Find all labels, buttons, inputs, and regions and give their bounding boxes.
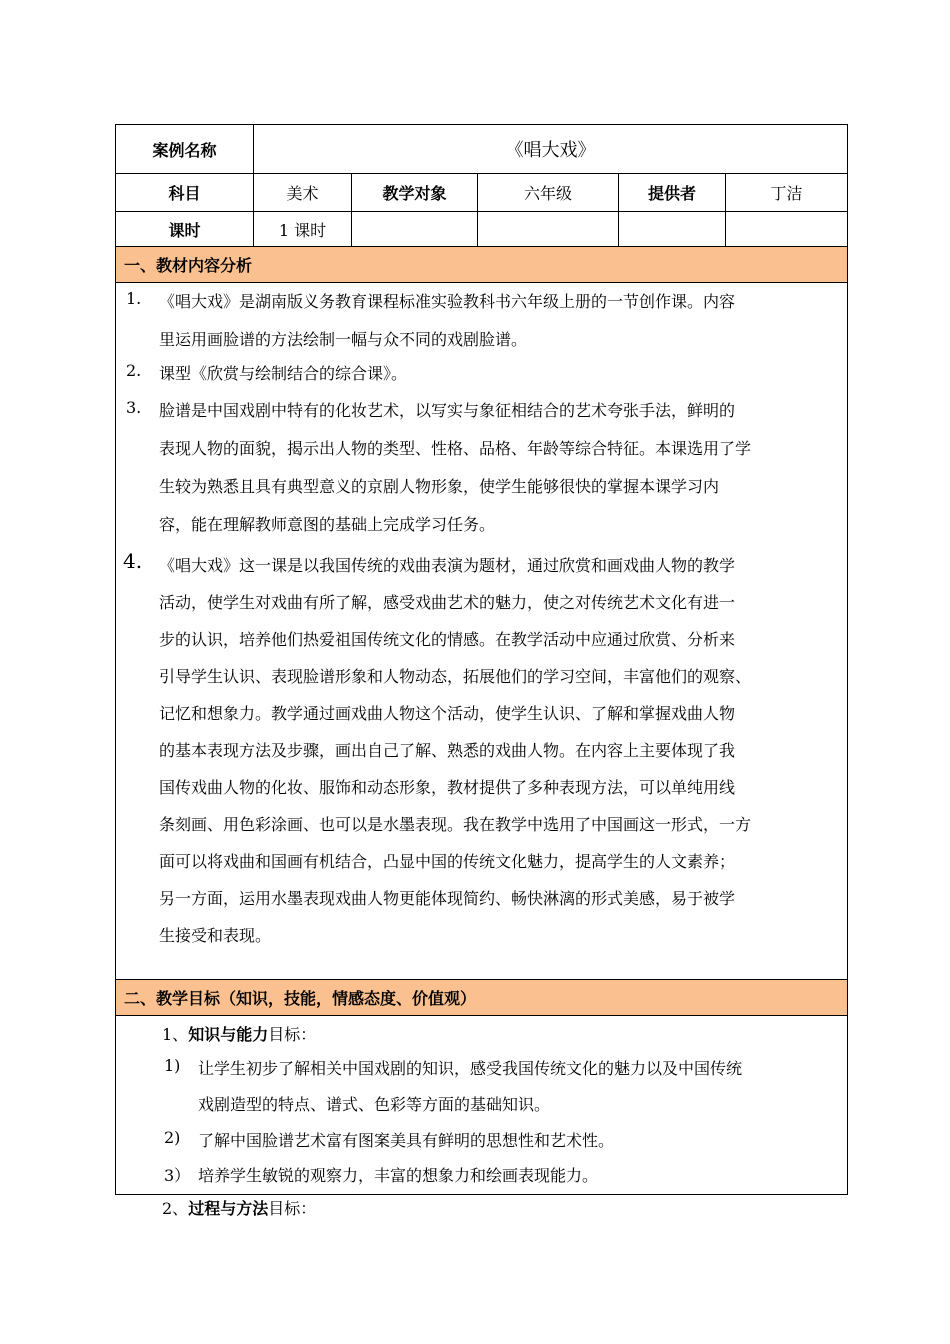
goal-number: 2、 (162, 1199, 189, 1218)
item-text-line: 步的认识，培养他们热爱祖国传统文化的情感。在教学活动中应通过欣赏、分析来 (159, 630, 736, 649)
item-text-line: 的基本表现方法及步骤，画出自己了解、熟悉的戏曲人物。在内容上主要体现了我 (159, 741, 736, 760)
lesson-plan-table (115, 124, 848, 1218)
objectives-content (116, 1016, 847, 1218)
goal-heading (162, 1196, 316, 1219)
item-number: 4. (123, 549, 143, 573)
empty-cell (352, 212, 478, 246)
goal-number: 1、 (162, 1025, 189, 1044)
hours-label: 课时 (116, 212, 254, 246)
hours-row (116, 212, 847, 247)
target-value: 六年级 (478, 174, 619, 211)
item-text-line: 培养学生敏锐的观察力，丰富的想象力和绘画表现能力。 (198, 1166, 599, 1185)
item-text-line: 另一方面，运用水墨表现戏曲人物更能体现简约、畅快淋漓的形式美感，易于被学 (159, 889, 736, 908)
case-name-row (116, 125, 847, 174)
item-text-line: 《唱大戏》是湖南版义务教育课程标准实验教科书六年级上册的一节创作课。内容 (159, 292, 736, 311)
goal-suffix: 目标： (268, 1199, 317, 1218)
item-text-line: 面可以将戏曲和国画有机结合，凸显中国的传统文化魅力，提高学生的人文素养； (159, 852, 736, 871)
section-header-analysis: 一、教材内容分析 (116, 247, 847, 283)
item-text-line: 条刻画、用色彩涂画、也可以是水墨表现。我在教学中选用了中国画这一形式，一方 (159, 815, 752, 834)
goal-title: 知识与能力 (188, 1025, 269, 1044)
item-number: 1. (126, 289, 142, 308)
item-number: 2) (164, 1128, 181, 1147)
empty-cell (619, 212, 726, 246)
hours-value: 1 课时 (254, 212, 352, 246)
goal-heading (162, 1022, 316, 1045)
item-text-line: 了解中国脸谱艺术富有图案美具有鲜明的思想性和艺术性。 (198, 1131, 615, 1150)
item-text-line: 国传戏曲人物的化妆、服饰和动态形象，教材提供了多种表现方法，可以单纯用线 (159, 778, 736, 797)
item-text-line: 引导学生认识、表现脸谱形象和人物动态，拓展他们的学习空间，丰富他们的观察、 (159, 667, 752, 686)
item-text-line: 记忆和想象力。教学通过画戏曲人物这个活动，使学生认识、了解和掌握戏曲人物 (159, 704, 736, 723)
item-text-line: 生接受和表现。 (159, 926, 272, 945)
item-number: 3） (164, 1166, 191, 1185)
provider-value: 丁洁 (770, 184, 803, 203)
info-row (116, 174, 847, 212)
subject-label: 科目 (116, 174, 254, 211)
case-name-value: 《唱大戏》 (505, 140, 596, 161)
item-number: 1) (164, 1056, 181, 1075)
section-header-objectives: 二、教学目标（知识，技能，情感态度、价值观） (116, 980, 847, 1016)
item-number: 3. (126, 398, 142, 417)
item-text-line: 脸谱是中国戏剧中特有的化妆艺术，以写实与象征相结合的艺术夸张手法，鲜明的 (159, 401, 736, 420)
target-label: 教学对象 (352, 174, 478, 211)
item-text-line: 生较为熟悉且具有典型意义的京剧人物形象，使学生能够很快的掌握本课学习内 (159, 477, 720, 496)
provider-label: 提供者 (619, 174, 726, 211)
item-text-line: 活动，使学生对戏曲有所了解，感受戏曲艺术的魅力，使之对传统艺术文化有进一 (159, 593, 736, 612)
item-text-line: 表现人物的面貌，揭示出人物的类型、性格、品格、年龄等综合特征。本课选用了学 (159, 439, 752, 458)
item-text-line: 让学生初步了解相关中国戏剧的知识，感受我国传统文化的魅力以及中国传统 (198, 1059, 743, 1078)
item-text-line: 里运用画脸谱的方法绘制一幅与众不同的戏剧脸谱。 (159, 330, 528, 349)
item-text-line: 《唱大戏》这一课是以我国传统的戏曲表演为题材，通过欣赏和画戏曲人物的教学 (159, 556, 736, 575)
subject-value: 美术 (254, 174, 352, 211)
goal-title: 过程与方法 (188, 1199, 269, 1218)
empty-cell (478, 212, 619, 246)
case-name-label: 案例名称 (116, 125, 254, 173)
goal-suffix: 目标： (268, 1025, 317, 1044)
item-text-line: 课型《欣赏与绘制结合的综合课》。 (159, 364, 408, 383)
item-number: 2. (126, 361, 142, 380)
item-text-line: 戏剧造型的特点、谱式、色彩等方面的基础知识。 (198, 1095, 551, 1114)
analysis-content (116, 283, 847, 980)
item-text-line: 容，能在理解教师意图的基础上完成学习任务。 (159, 515, 496, 534)
empty-cell (726, 212, 847, 246)
